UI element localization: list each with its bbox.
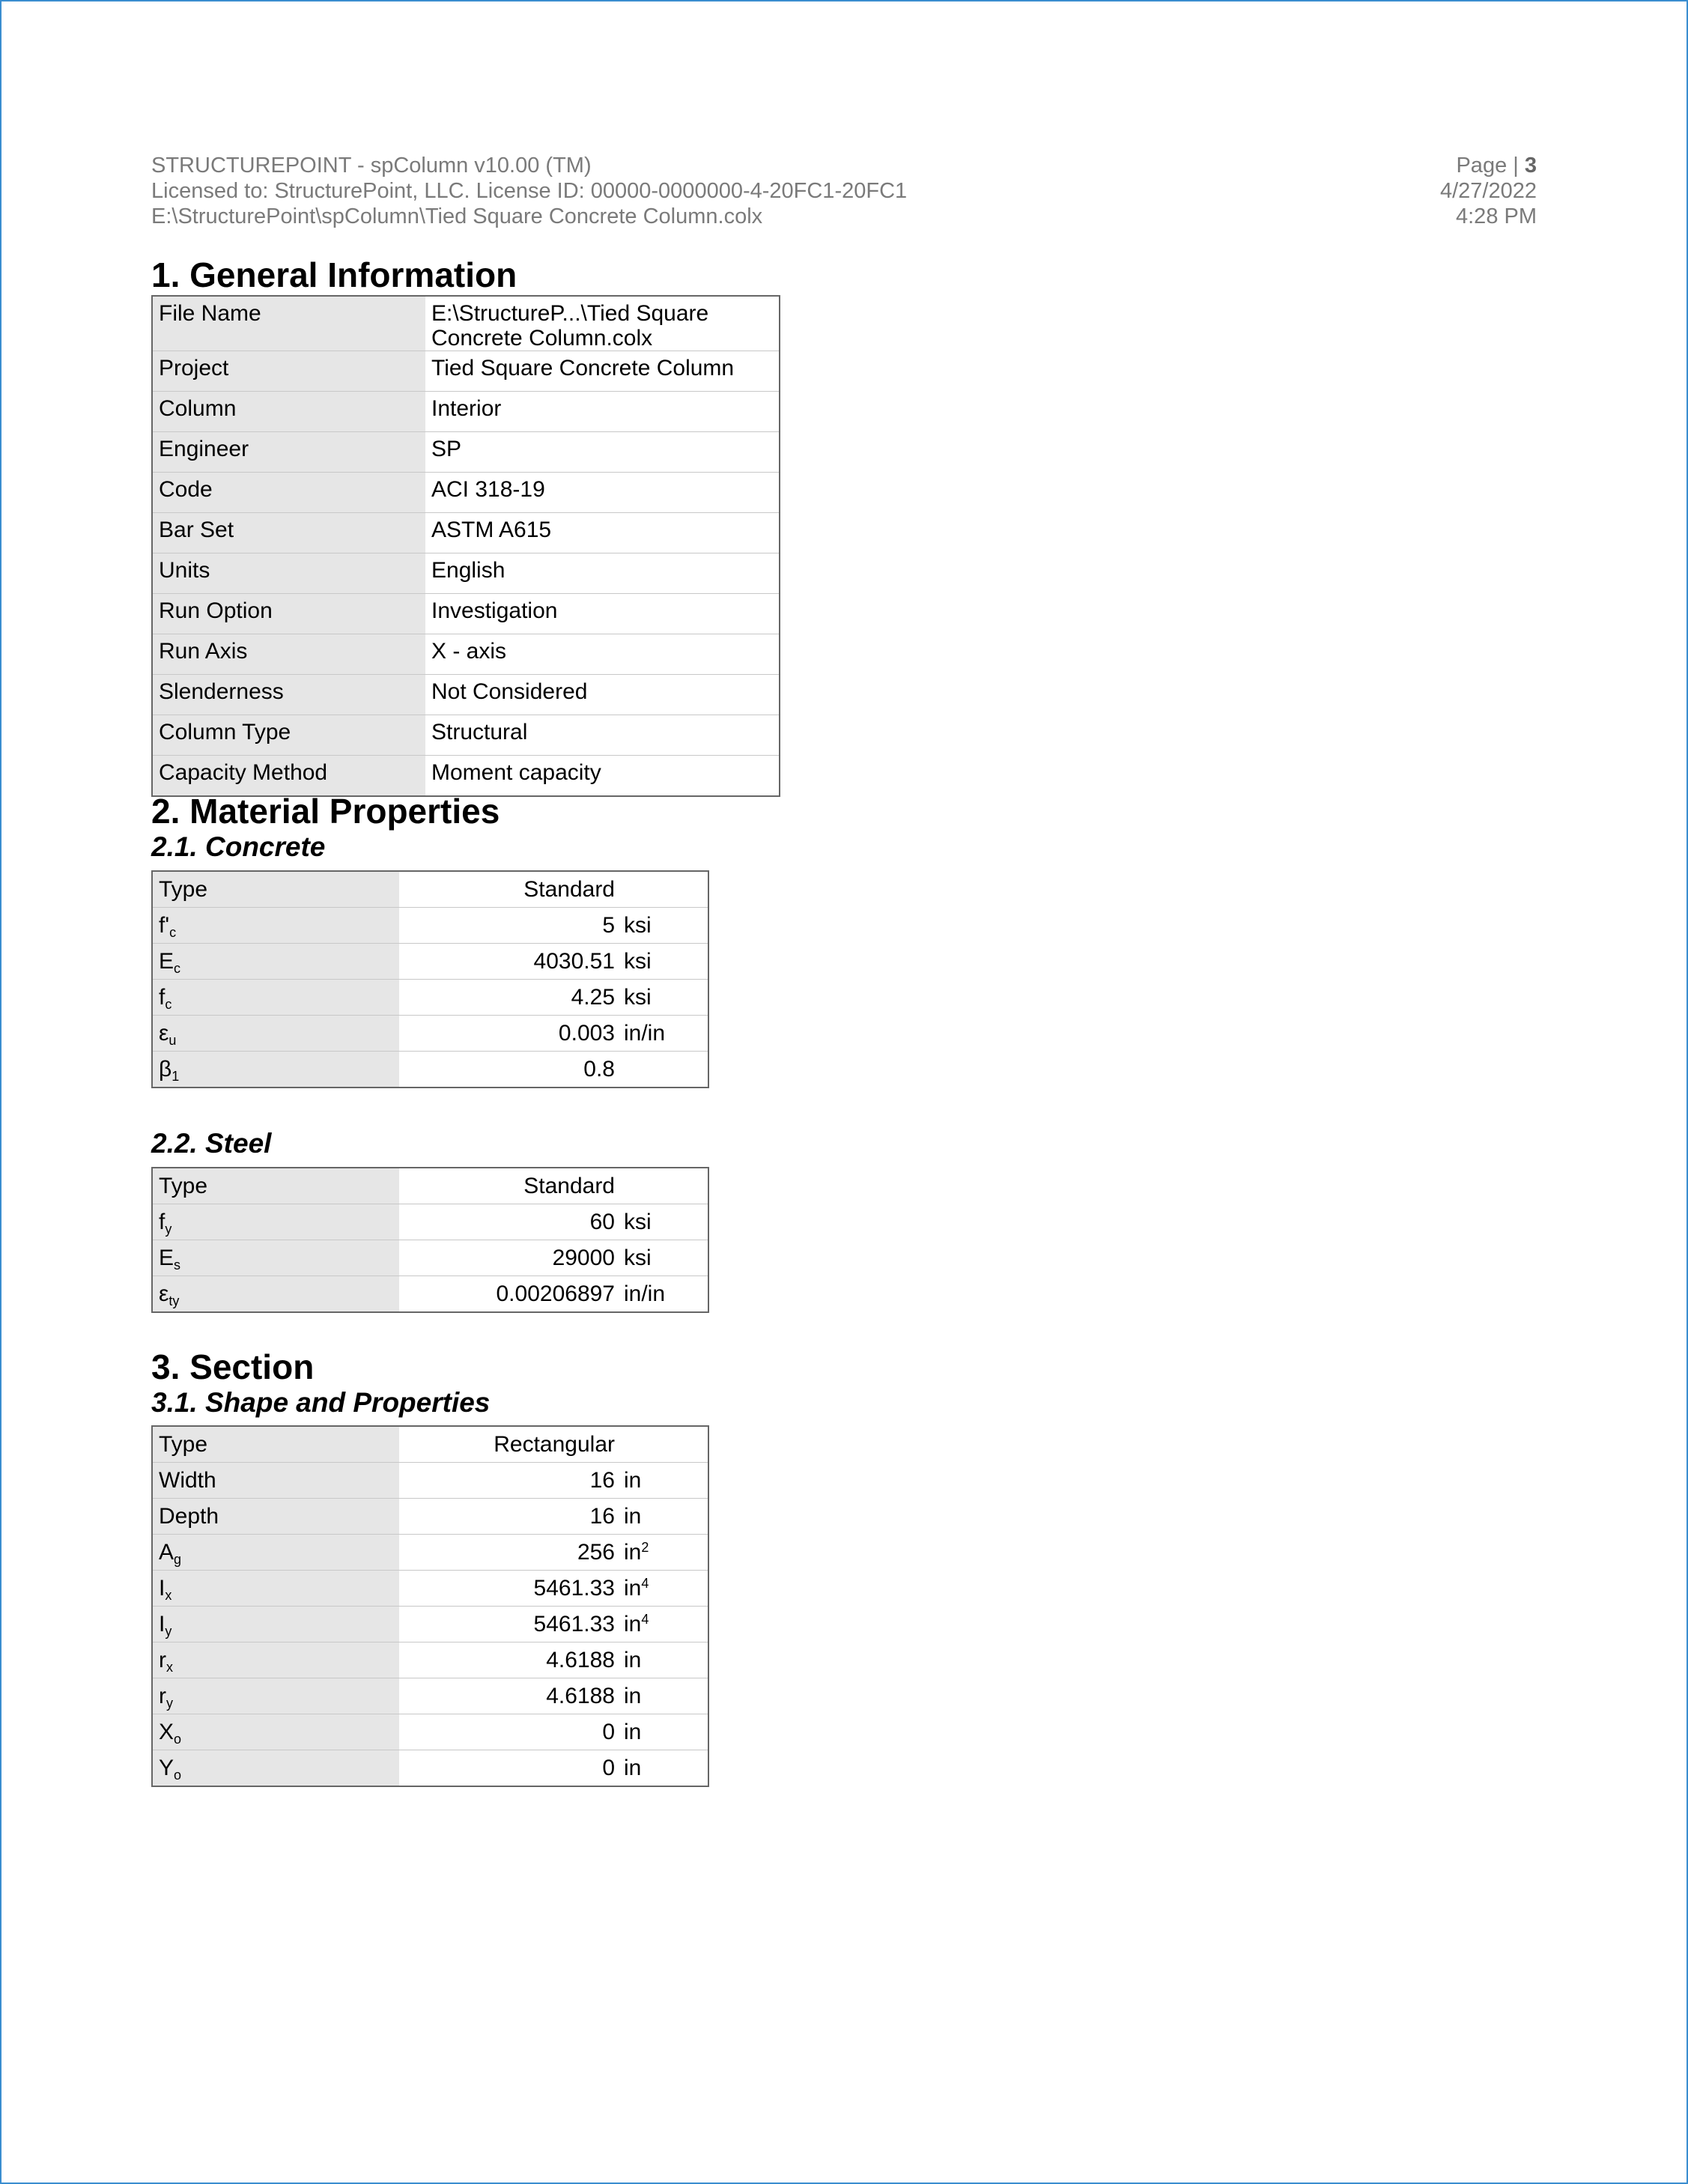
shape-property-label <box>152 1535 399 1571</box>
concrete-property-label <box>152 980 399 1016</box>
general-info-table <box>151 295 780 797</box>
header-date: 4/27/2022 <box>1439 179 1537 203</box>
general-info-value: Interior <box>425 392 780 432</box>
shape-property-unit <box>619 1499 708 1535</box>
section-title-section: 3. Section <box>151 1347 315 1386</box>
steel-property-value: 60 <box>399 1204 619 1240</box>
concrete-row <box>152 980 708 1016</box>
property-subscript: u <box>169 1032 177 1048</box>
property-symbol: ε <box>159 1281 169 1306</box>
shape-property-label <box>152 1678 399 1714</box>
shape-type-unit-blank <box>619 1426 708 1463</box>
general-info-label: Code <box>152 473 425 513</box>
steel-property-label <box>152 1240 399 1276</box>
unit-exponent: 4 <box>641 1611 649 1627</box>
concrete-property-unit <box>619 908 708 944</box>
unit-text: in <box>624 1539 642 1565</box>
shape-type-label: Type <box>152 1426 399 1463</box>
steel-property-unit <box>619 1240 708 1276</box>
property-subscript: o <box>174 1767 182 1783</box>
concrete-property-value: 0.003 <box>399 1016 619 1052</box>
steel-property-label <box>152 1204 399 1240</box>
general-info-value: Moment capacity <box>425 756 780 797</box>
concrete-row <box>152 1016 708 1052</box>
steel-row <box>152 1276 708 1313</box>
section-title-material: 2. Material Properties <box>151 792 500 831</box>
property-symbol: E <box>159 1245 174 1270</box>
general-info-row <box>152 392 780 432</box>
shape-type-row <box>152 1426 708 1463</box>
unit-text: ksi <box>624 912 652 938</box>
shape-property-unit <box>619 1607 708 1642</box>
steel-property-value: 29000 <box>399 1240 619 1276</box>
property-symbol: I <box>159 1611 166 1637</box>
property-subscript: c <box>169 924 177 940</box>
general-info-row <box>152 634 780 675</box>
steel-type-value: Standard <box>523 1173 615 1198</box>
shape-row <box>152 1678 708 1714</box>
general-info-value: Not Considered <box>425 675 780 715</box>
property-subscript: 1 <box>171 1068 180 1084</box>
unit-text: in <box>624 1575 642 1601</box>
unit-text: in <box>624 1611 642 1637</box>
general-info-row <box>152 513 780 553</box>
header-page <box>1440 153 1537 178</box>
property-symbol: r <box>159 1647 166 1672</box>
steel-row <box>152 1204 708 1240</box>
property-symbol: f' <box>159 912 170 938</box>
property-symbol: E <box>159 948 174 974</box>
subsection-title-shape: 3.1. Shape and Properties <box>151 1387 491 1418</box>
shape-property-unit <box>619 1714 708 1750</box>
unit-text: in <box>624 1647 642 1672</box>
concrete-property-label <box>152 908 399 944</box>
general-info-label: File Name <box>152 296 425 351</box>
unit-text: ksi <box>624 948 652 974</box>
shape-property-value: 256 <box>399 1535 619 1571</box>
page-number: 3 <box>1524 154 1537 178</box>
general-info-value: ACI 318-19 <box>425 473 780 513</box>
general-info-label: Project <box>152 351 425 392</box>
shape-row <box>152 1642 708 1678</box>
shape-property-value: 0 <box>399 1750 619 1787</box>
shape-property-value: 5461.33 <box>399 1607 619 1642</box>
unit-text: in/in <box>624 1281 666 1306</box>
header-left <box>151 153 907 229</box>
concrete-type-value: Standard <box>523 876 615 902</box>
header-license-line: Licensed to: StructurePoint, LLC. License ID: 00000-0000000-4-20FC1-20FC1 <box>151 179 908 203</box>
property-subscript: o <box>174 1731 182 1747</box>
concrete-table <box>151 870 709 1088</box>
property-symbol: X <box>159 1719 174 1744</box>
property-subscript: g <box>174 1551 182 1567</box>
header-file-path: E:\StructurePoint\spColumn\Tied Square Concrete Column.colx <box>151 204 763 228</box>
concrete-property-unit <box>619 944 708 980</box>
concrete-row <box>152 944 708 980</box>
shape-row <box>152 1750 708 1787</box>
general-info-row <box>152 715 780 756</box>
shape-property-unit <box>619 1571 708 1607</box>
general-info-value: Investigation <box>425 594 780 634</box>
unit-exponent: 2 <box>641 1539 649 1555</box>
shape-property-label <box>152 1499 399 1535</box>
shape-table <box>151 1425 709 1787</box>
property-symbol: f <box>159 1209 166 1234</box>
concrete-property-unit <box>619 1016 708 1052</box>
general-info-row <box>152 296 780 351</box>
concrete-property-label <box>152 1016 399 1052</box>
steel-type-label: Type <box>152 1168 399 1204</box>
property-symbol: ε <box>159 1020 169 1046</box>
general-info-value: English <box>425 553 780 594</box>
shape-property-label <box>152 1607 399 1642</box>
concrete-property-unit <box>619 980 708 1016</box>
general-info-row <box>152 432 780 473</box>
shape-property-label <box>152 1714 399 1750</box>
property-subscript: x <box>165 1587 172 1603</box>
section-title-general: 1. General Information <box>151 255 517 294</box>
general-info-row <box>152 594 780 634</box>
unit-text: ksi <box>624 1245 652 1270</box>
unit-exponent: 4 <box>641 1575 649 1591</box>
shape-property-value: 4.6188 <box>399 1678 619 1714</box>
general-info-label: Column Type <box>152 715 425 756</box>
shape-property-value: 0 <box>399 1714 619 1750</box>
concrete-property-label <box>152 944 399 980</box>
property-subscript: y <box>165 1221 172 1237</box>
property-symbol: r <box>159 1683 166 1708</box>
concrete-type-row <box>152 871 708 908</box>
property-subscript: c <box>165 996 172 1012</box>
concrete-type-label: Type <box>152 871 399 908</box>
general-info-label: Engineer <box>152 432 425 473</box>
shape-property-unit <box>619 1535 708 1571</box>
steel-property-label <box>152 1276 399 1313</box>
general-info-label: Units <box>152 553 425 594</box>
general-info-row <box>152 756 780 797</box>
report-header <box>151 153 1537 235</box>
shape-property-unit <box>619 1750 708 1787</box>
general-info-value: X - axis <box>425 634 780 675</box>
unit-text: ksi <box>624 984 652 1010</box>
general-info-label: Run Option <box>152 594 425 634</box>
steel-row <box>152 1240 708 1276</box>
general-info-value: E:\StructureP...\Tied Square Concrete Column.colx <box>431 301 709 351</box>
shape-property-label <box>152 1642 399 1678</box>
general-info-value: Structural <box>425 715 780 756</box>
property-symbol: I <box>159 1575 166 1601</box>
general-info-value: Tied Square Concrete Column <box>425 351 780 392</box>
shape-property-unit <box>619 1463 708 1499</box>
property-symbol: Depth <box>159 1503 219 1529</box>
general-info-label: Slenderness <box>152 675 425 715</box>
general-info-value: ASTM A615 <box>425 513 780 553</box>
shape-row <box>152 1571 708 1607</box>
property-symbol: f <box>159 984 166 1010</box>
shape-type-value: Rectangular <box>494 1431 615 1457</box>
concrete-property-value: 4030.51 <box>399 944 619 980</box>
concrete-property-value: 4.25 <box>399 980 619 1016</box>
shape-row <box>152 1499 708 1535</box>
concrete-property-unit <box>619 1052 708 1088</box>
concrete-type-unit-blank <box>619 871 708 908</box>
steel-type-unit-blank <box>619 1168 708 1204</box>
property-subscript: y <box>165 1623 172 1639</box>
property-subscript: ty <box>169 1293 180 1308</box>
steel-property-unit <box>619 1276 708 1313</box>
general-info-label: Capacity Method <box>152 756 425 797</box>
subsection-title-steel: 2.2. Steel <box>151 1128 272 1159</box>
property-symbol: β <box>159 1056 172 1082</box>
concrete-property-value: 0.8 <box>399 1052 619 1088</box>
shape-property-value: 5461.33 <box>399 1571 619 1607</box>
shape-row <box>152 1607 708 1642</box>
shape-property-label <box>152 1750 399 1787</box>
header-right <box>1440 153 1537 229</box>
property-symbol: Width <box>159 1467 216 1493</box>
unit-text: in/in <box>624 1020 666 1046</box>
shape-property-label <box>152 1571 399 1607</box>
shape-property-label <box>152 1463 399 1499</box>
subsection-title-concrete: 2.1. Concrete <box>151 831 326 862</box>
shape-row <box>152 1463 708 1499</box>
property-subscript: s <box>174 1257 181 1273</box>
steel-property-value: 0.00206897 <box>399 1276 619 1313</box>
unit-text: in <box>624 1683 642 1708</box>
shape-row <box>152 1714 708 1750</box>
steel-table <box>151 1167 709 1313</box>
header-app-line: STRUCTUREPOINT - spColumn v10.00 (TM) <box>151 154 592 178</box>
shape-property-value: 16 <box>399 1463 619 1499</box>
concrete-row <box>152 1052 708 1088</box>
general-info-value: SP <box>425 432 780 473</box>
unit-text: in <box>624 1467 642 1493</box>
concrete-property-label <box>152 1052 399 1088</box>
general-info-row <box>152 473 780 513</box>
concrete-property-value: 5 <box>399 908 619 944</box>
unit-text: in <box>624 1503 642 1529</box>
property-symbol: Y <box>159 1755 174 1780</box>
shape-property-value: 16 <box>399 1499 619 1535</box>
property-subscript: y <box>166 1695 173 1711</box>
unit-text: in <box>624 1755 642 1780</box>
general-info-row <box>152 351 780 392</box>
shape-property-unit <box>619 1642 708 1678</box>
property-subscript: x <box>166 1659 173 1675</box>
property-symbol: A <box>159 1539 174 1565</box>
shape-property-unit <box>619 1678 708 1714</box>
unit-text: in <box>624 1719 642 1744</box>
general-info-label: Column <box>152 392 425 432</box>
general-info-row <box>152 675 780 715</box>
steel-type-row <box>152 1168 708 1204</box>
general-info-row <box>152 553 780 594</box>
general-info-label: Bar Set <box>152 513 425 553</box>
concrete-row <box>152 908 708 944</box>
general-info-label: Run Axis <box>152 634 425 675</box>
property-subscript: c <box>174 960 181 976</box>
steel-property-unit <box>619 1204 708 1240</box>
page-label: Page | <box>1456 154 1525 178</box>
shape-row <box>152 1535 708 1571</box>
unit-text: ksi <box>624 1209 652 1234</box>
header-time: 4:28 PM <box>1456 204 1537 228</box>
shape-property-value: 4.6188 <box>399 1642 619 1678</box>
